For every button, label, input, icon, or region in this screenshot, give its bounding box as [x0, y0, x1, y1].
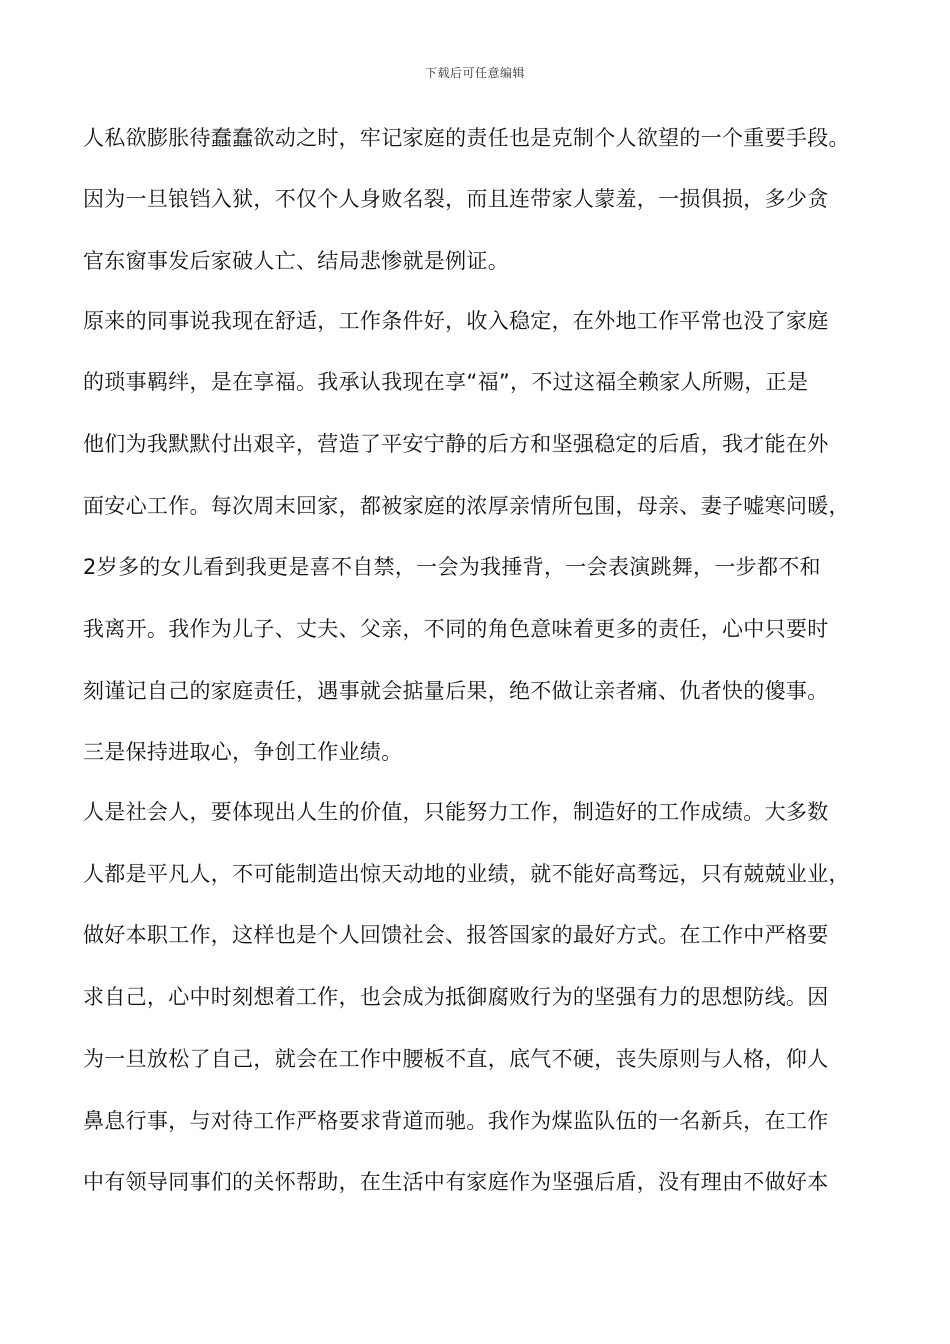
body-line: 官东窗事发后家破人亡、结局悲惨就是例证。 [83, 249, 509, 273]
body-line: 刻谨记自己的家庭责任，遇事就会掂量后果，绝不做让亲者痛、仇者快的傻事。 [83, 679, 829, 703]
body-line: 做好本职工作，这样也是个人回馈社会、报答国家的最好方式。在工作中严格要 [83, 923, 829, 947]
body-line: 我离开。我作为儿子、丈夫、父亲，不同的角色意味着更多的责任，心中只要时 [83, 617, 829, 641]
body-line: 中有领导同事们的关怀帮助，在生活中有家庭作为坚强后盾，没有理由不做好本 [83, 1170, 829, 1194]
page-header: 下载后可任意编辑 [424, 66, 525, 80]
body-line: 的琐事羁绊，是在享福。我承认我现在享“福”，不过这福全赖家人所赐，正是 [83, 370, 809, 394]
body-line: 鼻息行事，与对待工作严格要求背道而驰。我作为煤监队伍的一名新兵，在工作 [83, 1109, 829, 1133]
body-line: 人是社会人，要体现出人生的价值，只能努力工作，制造好的工作成绩。大多数 [83, 800, 829, 824]
body-line: 他们为我默默付出艰辛，营造了平安宁静的后方和坚强稳定的后盾，我才能在外 [83, 432, 829, 456]
body-line: 原来的同事说我现在舒适，工作条件好，收入稳定，在外地工作平常也没了家庭 [83, 309, 829, 333]
body-line: 2岁多的女儿看到我更是喜不自禁，一会为我捶背，一会表演跳舞，一步都不和 [83, 555, 821, 579]
section-heading: 三是保持进取心，争创工作业绩。 [83, 740, 403, 764]
body-line: 为一旦放松了自己，就会在工作中腰板不直，底气不硬，丧失原则与人格，仰人 [83, 1047, 829, 1071]
body-line: 面安心工作。每次周末回家，都被家庭的浓厚亲情所包围，母亲、妻子嘘寒问暖， [83, 494, 850, 518]
body-line: 人私欲膨胀待蠢蠢欲动之时，牢记家庭的责任也是克制个人欲望的一个重要手段。 [83, 126, 850, 150]
body-line: 人都是平凡人，不可能制造出惊天动地的业绩，就不能好高骛远，只有兢兢业业， [83, 862, 850, 886]
body-line: 求自己，心中时刻想着工作，也会成为抵御腐败行为的坚强有力的思想防线。因 [83, 985, 829, 1009]
body-line: 因为一旦锒铛入狱，不仅个人身败名裂，而且连带家人蒙羞，一损俱损，多少贪 [83, 187, 829, 211]
